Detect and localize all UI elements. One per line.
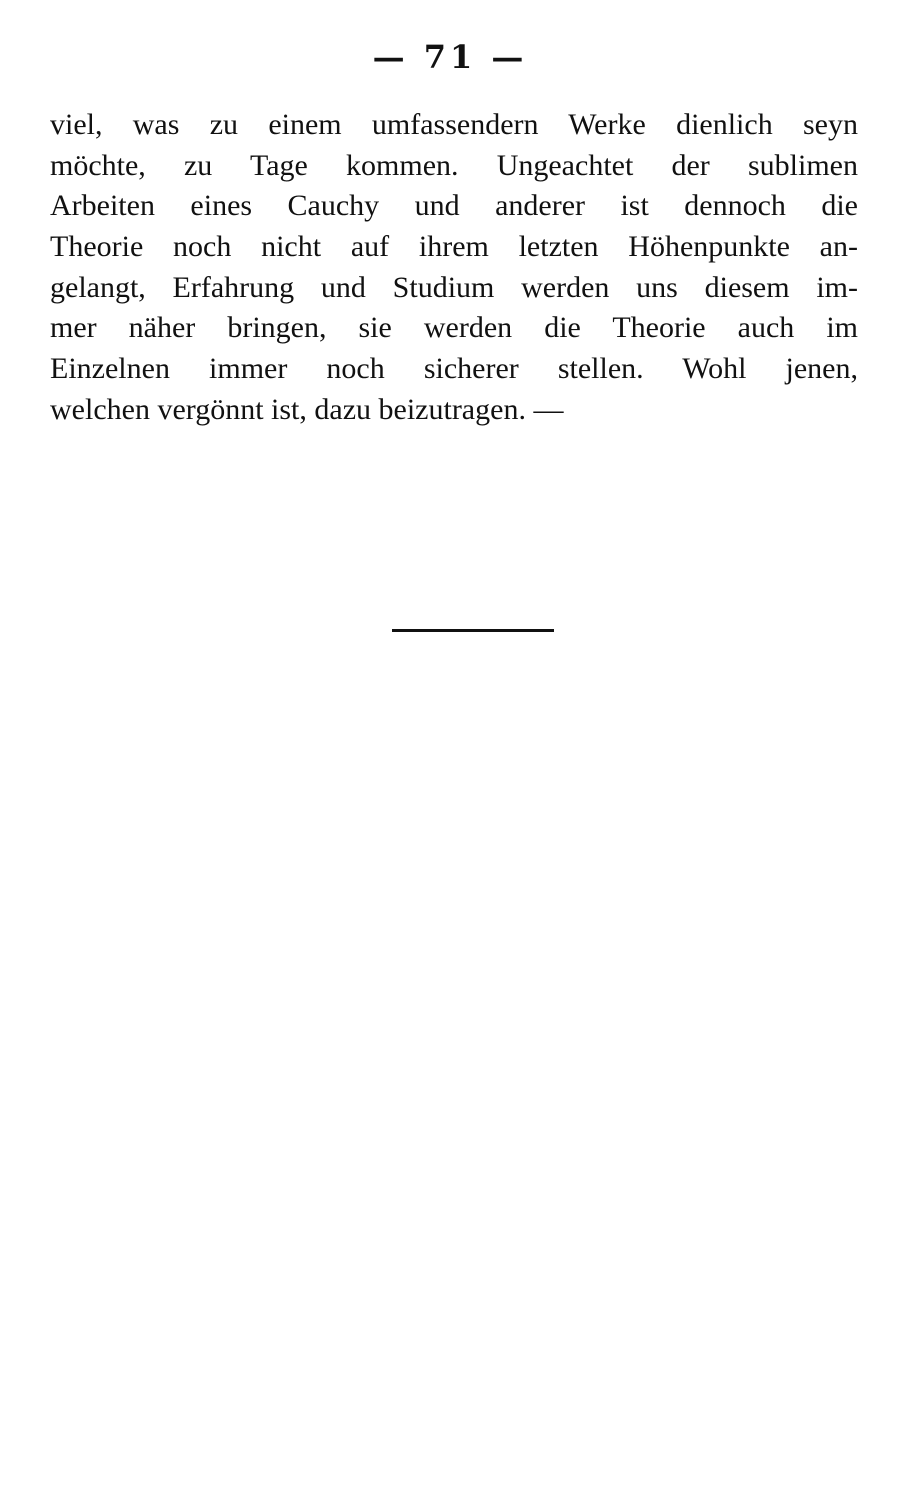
text-line: mer näher bringen, sie werden die Theorie auch im [50,311,858,345]
section-end-rule [392,629,554,632]
text-line: möchte, zu Tage kommen. Ungeachtet der sublimen [50,148,858,182]
text-line: Arbeiten eines Cauchy und anderer ist dennoch die [50,189,858,223]
text-line: Einzelnen immer noch sicherer stellen. Wohl jenen, [50,352,858,386]
text-line: viel, was zu einem umfassendern Werke dienlich seyn [50,108,858,141]
text-line: Theorie noch nicht auf ihrem letzten Höhenpunkte an- [50,230,858,264]
text-line: welchen vergönnt ist, dazu beizutragen. — [50,392,564,426]
body-paragraph [50,105,858,431]
page-number: — 71 — [372,38,528,76]
text-line: gelangt, Erfahrung und Studium werden uns diesem im- [50,270,858,304]
